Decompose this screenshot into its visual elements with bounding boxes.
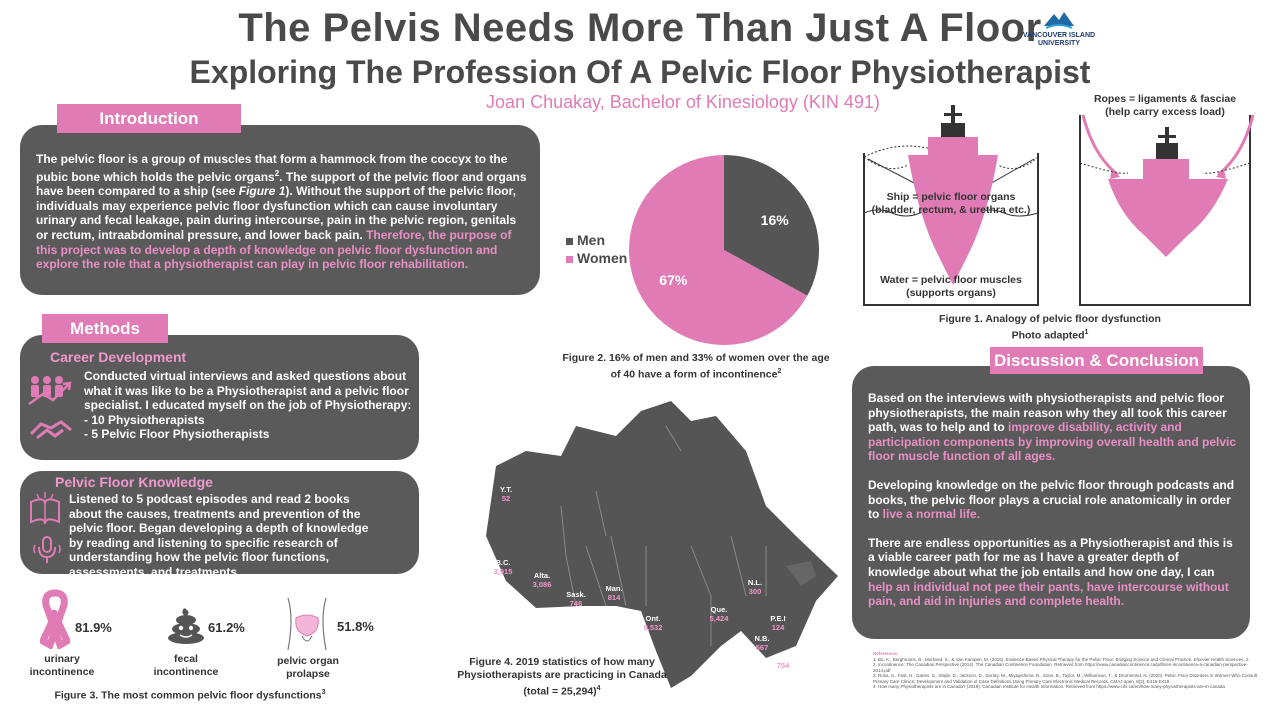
- region-value: 3,086: [532, 580, 552, 589]
- figure4-caption-line3: (total = 25,294): [523, 685, 597, 698]
- region-value: 754: [776, 661, 790, 670]
- region-abbr: Alta.: [533, 571, 551, 580]
- map-label-yt: [494, 485, 518, 503]
- figure2-caption-text: Figure 2. 16% of men and 33% of women over the age of 40 have a form of incontinence: [562, 352, 830, 381]
- urinary-label-line2: incontinence: [29, 666, 95, 678]
- region-abbr: Man.: [605, 584, 623, 593]
- region-abbr: Sask.: [566, 590, 586, 599]
- legend-swatch-men: [566, 238, 573, 245]
- methods-heading: Methods: [42, 314, 168, 343]
- mountain-logo-icon: [1042, 10, 1076, 30]
- discussion-paragraph-3: [868, 536, 1238, 609]
- legend-item-women: [566, 249, 627, 267]
- prolapse-label: [263, 655, 353, 681]
- region-abbr: N.B.: [754, 634, 770, 643]
- figure3-caption-sup: 3: [321, 689, 326, 696]
- map-label-ns: [771, 652, 795, 670]
- prolapse-label-line1: pelvic organ: [277, 655, 339, 667]
- career-heading: Career Development: [50, 349, 187, 365]
- discussion-p1-highlight: improve disability, activity and participation components by improving overall health and pelvic floor muscle function of all ages.: [868, 420, 1237, 464]
- intro-sup: 2: [274, 168, 280, 178]
- region-value: 3,915: [493, 567, 513, 576]
- map-label-pei: [766, 614, 790, 632]
- region-value: 52: [501, 494, 511, 503]
- career-paragraph: Conducted virtual interviews and asked questions about what it was like to be a Physiotherapist and a pelvic floor specialist. I educated myself on the job of Physiotherapy:: [84, 369, 412, 413]
- introduction-heading: Introduction: [57, 104, 241, 133]
- figure4-caption-line1: Figure 4. 2019 statistics of how many: [469, 656, 655, 668]
- discussion-p2-highlight: live a normal life.: [882, 507, 981, 522]
- logo-text-line1: VANCOUVER ISLAND: [1022, 32, 1096, 39]
- figure4-caption: [444, 656, 680, 699]
- map-label-nb: [750, 634, 774, 652]
- figure1-caption-sup: 1: [1084, 329, 1089, 336]
- region-value: 300: [748, 587, 762, 596]
- region-value: 814: [607, 593, 621, 602]
- career-item: - 5 Pelvic Floor Physiotherapists: [84, 427, 270, 442]
- map-label-alta: [530, 571, 554, 589]
- region-abbr: Ont.: [645, 614, 661, 623]
- region-value: 746: [569, 599, 583, 608]
- ship-label-line1: Ship = pelvic floor organs: [886, 191, 1016, 203]
- figure2-caption-sup: 2: [777, 368, 782, 375]
- reference-item: 2. Incontinence: The Canadian Perspective (2014). The Canadian Continence Foundation. Retrieved from https://www.canadiancontinence.ca/pdfs/en-incontinence-a-canadian-perspective-2014.pdf: [873, 662, 1248, 673]
- region-abbr: P.E.I: [770, 614, 786, 623]
- figure3-caption-text: Figure 3. The most common pelvic floor dysfunctions: [54, 689, 322, 702]
- logo-text-line2: UNIVERSITY: [1037, 40, 1080, 47]
- prolapse-label-line2: prolapse: [286, 668, 330, 680]
- reference-item: 1. Bo, K., Berghmans, B., Morkved, S., & Van Kampen, M. (2015). Evidence-Based Physical Therapy for the Pelvic Floor: Bridging Science and Clinical Practice. Elsevier Health Sciences, 2.: [873, 656, 1250, 662]
- figure4-caption-sup: 4: [596, 685, 601, 692]
- urinary-label: [20, 653, 104, 679]
- figure4-caption-line2: Physiotherapists are practicing in Canada: [457, 669, 667, 681]
- region-value: 9,532: [643, 623, 663, 632]
- intro-text-a: The pelvic floor is a group of muscles that form a hammock from the coccyx to the pubic bone which holds the pelvic organs: [36, 152, 508, 184]
- map-label-ont: [640, 614, 666, 632]
- pie-label-women: 67%: [659, 271, 688, 288]
- urinary-label-line1: urinary: [44, 653, 80, 665]
- intro-text-c: ). Without the support of the pelvic floor, individuals may experience pelvic floor dysfunction which can cause involuntary urinary and fecal leakage, pain during intercourse, pain in the pelvic region, genitals or rectum, intraabdominal pressure, and lower back pain.: [36, 184, 517, 242]
- knowledge-text: Listened to 5 podcast episodes and read 2 books about the causes, treatments and prevention of the pelvic floor. Began developing a depth of knowledge by reading and listening to specific research of understanding how the pelvic floor functions, assessments, and treatments.: [69, 492, 369, 579]
- map-label-man: [602, 584, 626, 602]
- author-line: Joan Chuakay, Bachelor of Kinesiology (KIN 491): [486, 92, 880, 112]
- map-label-que: [706, 605, 732, 623]
- reference-item: 3. Rosa, S., Fast, H., Garies, S., Slade, D., Jackson, D., Doraty, M., Miyagishima, R., Soos, B., Taylor, M., Williamson, T., & Drummond, N. (2020). Pelvic Floor Disorders in Women Who Consult Primary Care Clinics: Development and Validation of Case Definitions Using Primary Care Electronic Medical Records. CMAJ open, 8(2), E416-E419.: [873, 673, 1258, 684]
- region-value: 124: [771, 623, 785, 632]
- pelvis-icon: [282, 596, 332, 652]
- water-label: [866, 274, 1036, 300]
- water-label-line1: Water = pelvic floor muscles: [880, 274, 1022, 286]
- intro-purpose: Therefore, the purpose of this project was to develop a depth of knowledge on pelvic floor dysfunction and explore the role that a physiotherapist can play in pelvic floor rehabilitation.: [36, 227, 512, 272]
- prolapse-stat: 51.8%: [337, 619, 374, 634]
- book-icon: [28, 490, 62, 526]
- discussion-paragraph-2: [868, 478, 1238, 522]
- ropes-label-line2: (help carry excess load): [1105, 106, 1225, 118]
- region-abbr: B.C.: [495, 558, 511, 567]
- map-label-nl: [743, 578, 767, 596]
- introduction-text: [36, 152, 530, 272]
- canada-map: [466, 396, 850, 696]
- discussion-p1-text: Based on the interviews with physiotherapists and pelvic floor physiotherapists, the main reason why they all took this career path, was to help and to: [868, 391, 1227, 435]
- discussion-text: [868, 391, 1238, 609]
- legend-item-men: [566, 231, 627, 249]
- region-abbr: Que.: [710, 605, 728, 614]
- university-logo: [1018, 10, 1100, 48]
- fecal-stat: 61.2%: [208, 620, 245, 635]
- fecal-label-line1: fecal: [174, 653, 198, 665]
- discussion-p3-text: There are endless opportunities as a Physiotherapist and this is a viable career path for me as I have a greater depth of knowledge about what the job entails and how one day, I can: [868, 535, 1233, 579]
- figure1-caption-line1: Figure 1. Analogy of pelvic floor dysfunction: [939, 313, 1161, 325]
- region-value: 5,424: [709, 614, 729, 623]
- region-abbr: Y.T.: [499, 485, 513, 494]
- figure1-caption: [920, 313, 1180, 343]
- career-text: [84, 369, 414, 442]
- intro-text-b: . The support of the pelvic floor and organs have been compared to a ship (see: [36, 169, 527, 199]
- pie-legend: [566, 231, 627, 267]
- discussion-heading: Discussion & Conclusion: [990, 347, 1203, 374]
- discussion-paragraph-1: [868, 391, 1238, 464]
- incontinence-pie-chart: [624, 150, 824, 350]
- legend-label-women: Women: [577, 250, 628, 266]
- region-value: 567: [755, 643, 769, 652]
- urinary-stat: 81.9%: [75, 620, 112, 635]
- fecal-label: [144, 653, 228, 679]
- region-abbr: N.L.: [747, 578, 763, 587]
- poster-subtitle: Exploring The Profession Of A Pelvic Floor Physiotherapist: [189, 54, 1091, 90]
- region-abbr: N.S.: [775, 652, 791, 661]
- ship-label-line2: (bladder, rectum, & urethra etc.): [871, 204, 1031, 216]
- poop-icon: [166, 604, 206, 644]
- ship-label: [866, 191, 1036, 217]
- references-heading: References: [873, 651, 898, 656]
- legend-label-men: Men: [577, 232, 605, 248]
- ropes-label-line1: Ropes = ligaments & fasciae: [1093, 93, 1237, 105]
- ropes-label: [1080, 93, 1250, 119]
- knowledge-heading: Pelvic Floor Knowledge: [55, 474, 213, 490]
- discussion-p3-highlight: help an individual not pee their pants, have intercourse without pain, and aid in injuries and complete health.: [868, 579, 1229, 609]
- map-label-bc: [490, 558, 516, 576]
- references: [873, 651, 1265, 690]
- discussion-p2-text: Developing knowledge on the pelvic floor through podcasts and books, the pelvic floor plays a crucial role anatomically in order to: [868, 477, 1235, 522]
- intro-fig-ref: Figure 1: [238, 184, 286, 199]
- reference-item: 4. How many Physiotherapists are in Canada? (2019). Canadian Institute for Health Information. Retrieved from https://www.cihi.ca/en/how-many-physiotherapists-are-in-canada: [873, 684, 1225, 689]
- figure2-caption: [560, 352, 832, 382]
- people-growth-icon: [27, 372, 73, 406]
- pie-label-men: 16%: [760, 212, 789, 229]
- handshake-icon: [29, 416, 73, 442]
- figure1-caption-line2: Photo adapted: [1011, 329, 1085, 342]
- career-item: - 10 Physiotherapists: [84, 412, 205, 427]
- water-label-line2: (supports organs): [906, 287, 996, 299]
- ribbon-icon: [40, 589, 70, 649]
- map-label-sask: [564, 590, 588, 608]
- legend-swatch-women: [566, 256, 573, 263]
- fecal-label-line2: incontinence: [153, 666, 219, 678]
- poster-title: The Pelvis Needs More Than Just A Floor: [238, 6, 1042, 50]
- figure3-caption: [40, 686, 340, 703]
- microphone-icon: [33, 535, 61, 565]
